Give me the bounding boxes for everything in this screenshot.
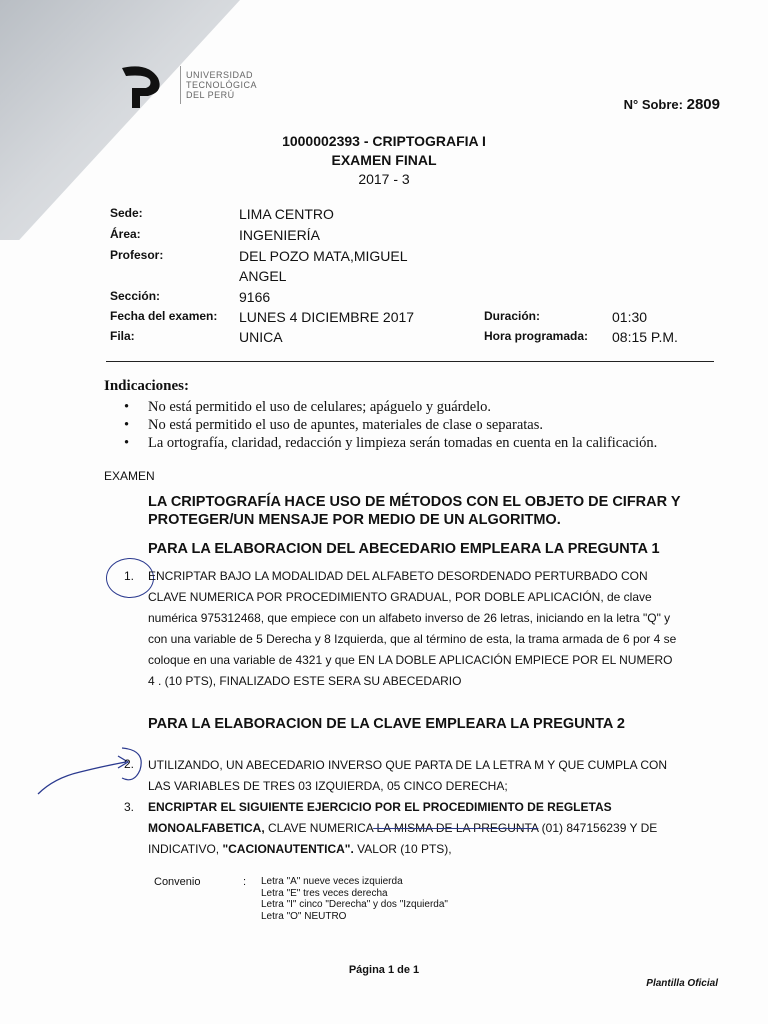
- question-3-line: [148, 818, 721, 839]
- indicacion-item: • La ortografía, claridad, redacción y limpieza serán tomadas en cuenta en la calificación.: [124, 434, 657, 452]
- fila-label: Fila:: [110, 329, 135, 343]
- question-3-key-part: (01) 847156239 Y DE: [538, 821, 658, 835]
- question-1-text: [148, 566, 721, 692]
- question-3-text: [148, 797, 721, 860]
- duracion-value: 01:30: [612, 309, 648, 325]
- question-2-text: [148, 755, 721, 797]
- question-2-number: 2.: [124, 757, 135, 771]
- question-2-line: UTILIZANDO, UN ABECEDARIO INVERSO QUE PARTA DE LA LETRA M Y QUE CUMPLA CON: [148, 758, 668, 772]
- sede-value: LIMA CENTRO: [239, 206, 334, 222]
- fila-value: UNICA: [239, 329, 283, 345]
- sobre-label: N° Sobre:: [623, 97, 683, 112]
- profesor-label: Profesor:: [110, 248, 164, 262]
- handwritten-arrow-mark: [34, 742, 144, 808]
- indicacion-item: • No está permitido el uso de apuntes, materiales de clase o separatas.: [124, 416, 657, 434]
- convenio-rule: Letra "O" NEUTRO: [261, 910, 347, 922]
- question-1-line: ENCRIPTAR BAJO LA MODALIDAD DEL ALFABETO DESORDENADO PERTURBADO CON: [148, 569, 648, 583]
- header-divider: [106, 361, 714, 362]
- area-value: INGENIERÍA: [239, 227, 320, 243]
- question-3-line: [148, 839, 721, 860]
- intro-line-2: PROTEGER/UN MENSAJE POR MEDIO DE UN ALGORITMO.: [148, 512, 561, 528]
- convenio-colon: :: [243, 876, 247, 888]
- examen-label: EXAMEN: [104, 469, 155, 483]
- sede-label: Sede:: [110, 206, 143, 220]
- section-1-heading: PARA LA ELABORACION DEL ABECEDARIO EMPLEARA LA PREGUNTA 1: [148, 541, 660, 557]
- seccion-value: 9166: [239, 289, 271, 305]
- question-2-line: LAS VARIABLES DE TRES 03 IZQUIERDA, 05 CINCO DERECHA;: [148, 779, 508, 793]
- exam-period: 2017 - 3: [358, 171, 410, 187]
- convenio-rules: [261, 876, 448, 922]
- plantilla-oficial: Plantilla Oficial: [646, 978, 718, 989]
- exam-type: EXAMEN FINAL: [331, 152, 437, 168]
- convenio-label: Convenio: [154, 876, 201, 888]
- question-1-number: 1.: [124, 569, 135, 583]
- sobre-value: 2809: [686, 96, 720, 113]
- logo-divider: [180, 66, 181, 104]
- question-1-line: coloque en una variable de 4321 y que EN LA DOBLE APLICACIÓN EMPIECE POR EL NUMERO: [148, 653, 673, 667]
- fecha-value: LUNES 4 DICIEMBRE 2017: [239, 309, 415, 325]
- page-number: Página 1 de 1: [348, 964, 420, 976]
- duracion-label: Duración:: [484, 309, 541, 323]
- folded-corner: [0, 0, 240, 240]
- indicaciones-list: [124, 398, 657, 452]
- question-3-number: 3.: [124, 800, 135, 814]
- question-1-line: con una variable de 5 Derecha y 8 Izquierda, que al término de esta, la trama armada de 6 por 4 se: [148, 632, 677, 646]
- university-line-3: DEL PERÚ: [186, 90, 235, 100]
- hora-label: Hora programada:: [484, 329, 589, 343]
- fecha-label: Fecha del examen:: [110, 309, 218, 323]
- university-name: [186, 70, 257, 100]
- convenio-rule: Letra "I" cinco "Derecha" y dos "Izquierda": [261, 899, 448, 910]
- question-3-struck-part: LA MISMA DE LA PREGUNTA: [373, 821, 539, 835]
- indicaciones-title: Indicaciones:: [104, 378, 190, 394]
- question-1-line: CLAVE NUMERICA POR PROCEDIMIENTO GRADUAL, POR DOBLE APLICACIÓN, de clave: [148, 590, 652, 604]
- profesor-value-line-2: ANGEL: [239, 268, 287, 284]
- question-3-indicativo-part: INDICATIVO,: [148, 842, 223, 856]
- question-3-value-part: VALOR (10 PTS),: [353, 842, 452, 856]
- profesor-value-line-1: DEL POZO MATA,MIGUEL: [239, 248, 408, 264]
- area-label: Área:: [110, 227, 141, 241]
- utp-logo-icon: [118, 64, 176, 110]
- question-3-indicativo-word: "CACIONAUTENTICA".: [222, 842, 354, 856]
- question-1-line: 4 . (10 PTS), FINALIZADO ESTE SERA SU ABECEDARIO: [148, 674, 462, 688]
- question-3-line: ENCRIPTAR EL SIGUIENTE EJERCICIO POR EL PROCEDIMIENTO DE REGLETAS: [148, 800, 612, 814]
- question-3-bold-part: MONOALFABETICA,: [148, 821, 265, 835]
- sobre-number: [624, 96, 720, 113]
- indicacion-item: • No está permitido el uso de celulares; apáguelo y guárdelo.: [124, 398, 657, 416]
- question-3-normal-part: CLAVE NUMERICA: [264, 821, 374, 835]
- question-1-line: numérica 975312468, que empiece con un alfabeto inverso de 26 letras, iniciando en la letra "Q" y: [148, 611, 671, 625]
- university-line-2: TECNOLÓGICA: [186, 80, 258, 90]
- university-line-1: UNIVERSIDAD: [186, 70, 254, 80]
- seccion-label: Sección:: [110, 289, 161, 303]
- hora-value: 08:15 P.M.: [612, 329, 678, 345]
- intro-line-1: LA CRIPTOGRAFÍA HACE USO DE MÉTODOS CON EL OBJETO DE CIFRAR Y: [148, 494, 681, 510]
- convenio-rule: Letra "E" tres veces derecha: [261, 887, 388, 899]
- section-2-heading: PARA LA ELABORACION DE LA CLAVE EMPLEARA LA PREGUNTA 2: [148, 716, 625, 732]
- course-title: 1000002393 - CRIPTOGRAFIA I: [282, 133, 486, 149]
- convenio-rule: Letra "A" nueve veces izquierda: [261, 876, 403, 887]
